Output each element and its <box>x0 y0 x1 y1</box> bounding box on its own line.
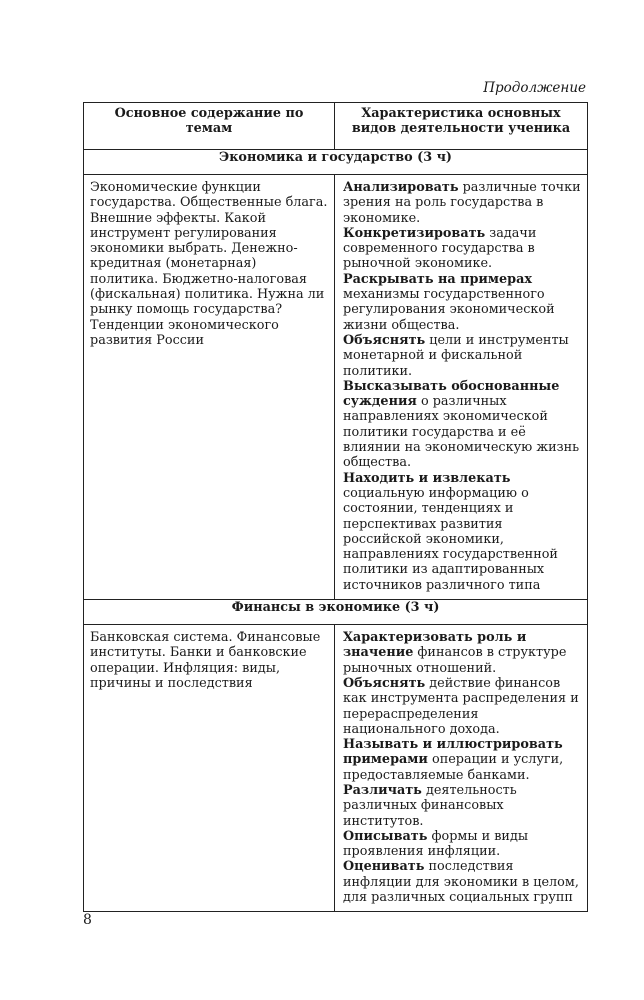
activity-item <box>343 783 583 829</box>
activity-item <box>343 676 583 737</box>
activities-cell <box>335 625 588 912</box>
page-number: 8 <box>83 912 92 928</box>
activity-text: задачи современного государства в рыночной экономике. <box>343 225 537 272</box>
activity-item <box>343 180 583 226</box>
header-content: Основное содержание по темам <box>84 103 335 150</box>
section-title-row <box>84 150 588 175</box>
activity-item <box>343 859 583 905</box>
activity-verb: Находить и извлекать <box>343 470 511 486</box>
topic-content-cell: Банковская система. Финансовые институты. Банки и банковские операции. Инфляция: виды, причины и последствия <box>84 625 335 912</box>
topic-content-cell: Экономические функции государства. Общественные блага. Внешние эффекты. Какой инструмент регулирования экономики выбрать. Денежно-кредитная (монетарная) политика. Бюджетно-налоговая (фискальная) политика. Нужна ли рынку помощь государства? Тенденции экономического развития России <box>84 175 335 600</box>
activity-verb: Различать <box>343 782 422 798</box>
activity-verb: Анализировать <box>343 180 459 195</box>
activity-item <box>343 272 583 333</box>
continuation-label: Продолжение <box>483 80 586 96</box>
activity-verb: Характеризовать роль и значение <box>343 630 527 661</box>
section-title: Экономика и государство (3 ч) <box>84 150 588 175</box>
activity-text: о различных направлениях экономической политики государства и её влиянии на экономическую жизнь общества. <box>343 394 580 471</box>
activity-verb: Объяснять <box>343 332 426 348</box>
activity-text: деятельность различных финансовых институтов. <box>343 782 517 829</box>
activity-item <box>343 226 583 272</box>
table-header-row <box>84 103 588 150</box>
activities-cell <box>335 175 588 600</box>
table-row <box>84 175 588 600</box>
section-title-row <box>84 600 588 625</box>
activity-text: операции и услуги, предоставляемые банками. <box>343 752 564 783</box>
section-title: Финансы в экономике (3 ч) <box>84 600 588 625</box>
activity-text: социальную информацию о состоянии, тенденциях и перспективах развития российской экономики, направлениях государственной политики из адаптированных источников различного типа <box>343 485 558 593</box>
activity-item <box>343 471 583 593</box>
activity-text: действие финансов как инструмента распределения и перераспределения национального дохода. <box>343 675 579 737</box>
activity-item <box>343 829 583 860</box>
activity-verb: Высказывать обоснованные суждения <box>343 378 560 410</box>
activity-text: различные точки зрения на роль государства в экономике. <box>343 180 581 226</box>
activity-item <box>343 630 583 676</box>
activity-text: формы и виды проявления инфляции. <box>343 828 529 860</box>
activity-text: финансов в структуре рыночных отношений. <box>343 645 567 676</box>
activity-verb: Конкретизировать <box>343 225 486 241</box>
header-activities: Характеристика основных видов деятельности ученика <box>335 103 588 150</box>
table-row <box>84 625 588 912</box>
activity-text: механизмы государственного регулирования экономической жизни общества. <box>343 287 555 333</box>
curriculum-table <box>83 102 588 912</box>
activity-text: цели и инструменты монетарной и фискальной политики. <box>343 332 569 379</box>
activity-verb: Оценивать <box>343 859 425 875</box>
activity-item <box>343 737 583 783</box>
activity-text: последствия инфляции для экономики в целом, для различных социальных групп <box>343 859 579 906</box>
activity-item <box>343 333 583 379</box>
activity-verb: Описывать <box>343 828 428 844</box>
activity-verb: Называть и иллюстрировать примерами <box>343 737 563 768</box>
activity-verb: Раскрывать на примерах <box>343 271 533 287</box>
activity-verb: Объяснять <box>343 675 426 691</box>
activity-item <box>343 379 583 471</box>
